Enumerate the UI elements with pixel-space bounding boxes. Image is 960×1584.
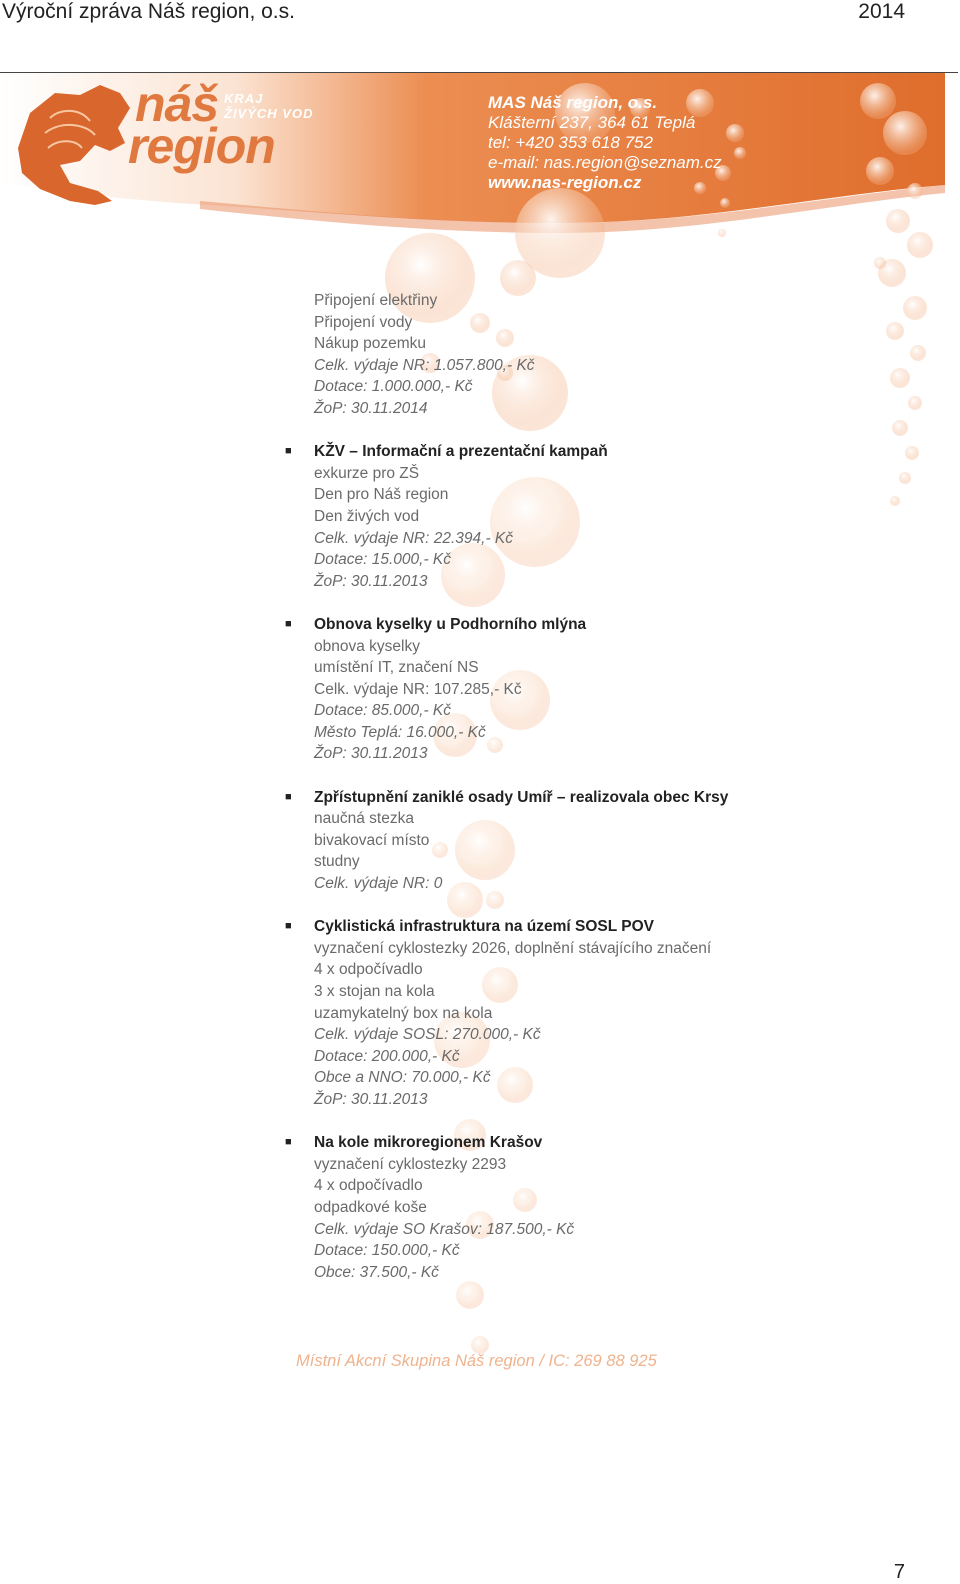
contact-phone: tel: +420 353 618 752 bbox=[488, 133, 653, 152]
project-line: naučná stezka bbox=[314, 810, 414, 828]
logo-word-region: region bbox=[128, 118, 275, 174]
project-line: Celk. výdaje NR: 22.394,- Kč bbox=[314, 529, 514, 547]
project-line: bivakovací místo bbox=[314, 831, 430, 849]
project-title: Cyklistická infrastruktura na území SOSL POV bbox=[314, 918, 654, 936]
project-section bbox=[285, 916, 784, 1110]
project-line: ŽoP: 30.11.2013 bbox=[314, 572, 428, 590]
project-line: Město Teplá: 16.000,- Kč bbox=[314, 723, 486, 741]
page-number: 7 bbox=[893, 1561, 905, 1583]
bullet-icon: ■ bbox=[285, 1136, 292, 1149]
project-line: Den pro Náš region bbox=[314, 486, 449, 504]
project-line: 4 x odpočívadlo bbox=[314, 1177, 423, 1195]
bullet-icon: ■ bbox=[285, 790, 292, 803]
project-line: vyznačení cyklostezky 2293 bbox=[314, 1155, 507, 1173]
project-line: umístění IT, značení NS bbox=[314, 659, 479, 677]
project-line: obnova kyselky bbox=[314, 637, 420, 655]
project-title: Obnova kyselky u Podhorního mlýna bbox=[314, 615, 587, 633]
project-line: 4 x odpočívadlo bbox=[314, 961, 423, 979]
project-section bbox=[285, 441, 784, 592]
project-line: Celk. výdaje NR: 0 bbox=[314, 875, 443, 893]
intro-line: Připojení elektřiny bbox=[314, 292, 438, 309]
project-line: Den živých vod bbox=[314, 507, 420, 525]
intro-block bbox=[314, 290, 784, 420]
project-line: odpadkové koše bbox=[314, 1198, 427, 1216]
project-line: Obce a NNO: 70.000,- Kč bbox=[314, 1069, 491, 1087]
bullet-icon: ■ bbox=[285, 920, 292, 933]
intro-line: Nákup pozemku bbox=[314, 335, 427, 353]
project-line: Celk. výdaje SOSL: 270.000,- Kč bbox=[314, 1026, 541, 1044]
project-line: Dotace: 85.000,- Kč bbox=[314, 702, 451, 720]
project-line: vyznačení cyklostezky 2026, doplnění stávajícího značení bbox=[314, 939, 712, 957]
document-title: Výroční zpráva Náš region, o.s. bbox=[2, 0, 295, 23]
project-line: ŽoP: 30.11.2013 bbox=[314, 745, 428, 763]
intro-line: Připojení vody bbox=[314, 313, 413, 331]
intro-line: ŽoP: 30.11.2014 bbox=[314, 399, 428, 417]
bullet-icon: ■ bbox=[285, 617, 292, 630]
document-year: 2014 bbox=[858, 0, 905, 23]
project-title: Zpřístupnění zaniklé osady Umíř – realizovala obec Krsy bbox=[314, 788, 729, 806]
logo-tagline-line: ŽIVÝCH VOD bbox=[224, 106, 314, 121]
project-title: Na kole mikroregionem Krašov bbox=[314, 1134, 543, 1152]
project-line: Celk. výdaje SO Krašov: 187.500,- Kč bbox=[314, 1220, 575, 1238]
organization-footer: Místní Akcní Skupina Náš region / IC: 269 88 925 bbox=[296, 1352, 657, 1370]
project-title: KŽV – Informační a prezentační kampaň bbox=[314, 443, 608, 461]
project-line: uzamykatelný box na kola bbox=[314, 1004, 493, 1022]
project-section bbox=[285, 614, 784, 765]
project-line: exkurze pro ZŠ bbox=[314, 464, 420, 482]
project-line: Dotace: 200.000,- Kč bbox=[314, 1047, 460, 1065]
project-line: Dotace: 15.000,- Kč bbox=[314, 551, 451, 569]
project-section bbox=[285, 1132, 784, 1283]
contact-address: Klášterní 237, 364 61 Teplá bbox=[488, 113, 696, 132]
logo-word-nas: náš bbox=[135, 76, 219, 132]
project-line: Dotace: 150.000,- Kč bbox=[314, 1242, 460, 1260]
project-list bbox=[285, 290, 784, 1283]
project-line: studny bbox=[314, 853, 360, 871]
contact-website: www.nas-region.cz bbox=[488, 173, 642, 192]
contact-email: e-mail: nas.region@seznam.cz bbox=[488, 153, 722, 172]
project-line: Obce: 37.500,- Kč bbox=[314, 1263, 439, 1281]
project-line: ŽoP: 30.11.2013 bbox=[314, 1090, 428, 1108]
project-line: Celk. výdaje NR: 107.285,- Kč bbox=[314, 680, 522, 698]
contact-org-name: MAS Náš region, o.s. bbox=[488, 93, 658, 112]
project-section bbox=[285, 787, 784, 895]
project-line: 3 x stojan na kola bbox=[314, 983, 435, 1000]
intro-line: Celk. výdaje NR: 1.057.800,- Kč bbox=[314, 356, 535, 374]
bullet-icon: ■ bbox=[285, 445, 292, 458]
logo-tagline-line: KRAJ bbox=[224, 91, 264, 106]
intro-line: Dotace: 1.000.000,- Kč bbox=[314, 378, 473, 396]
